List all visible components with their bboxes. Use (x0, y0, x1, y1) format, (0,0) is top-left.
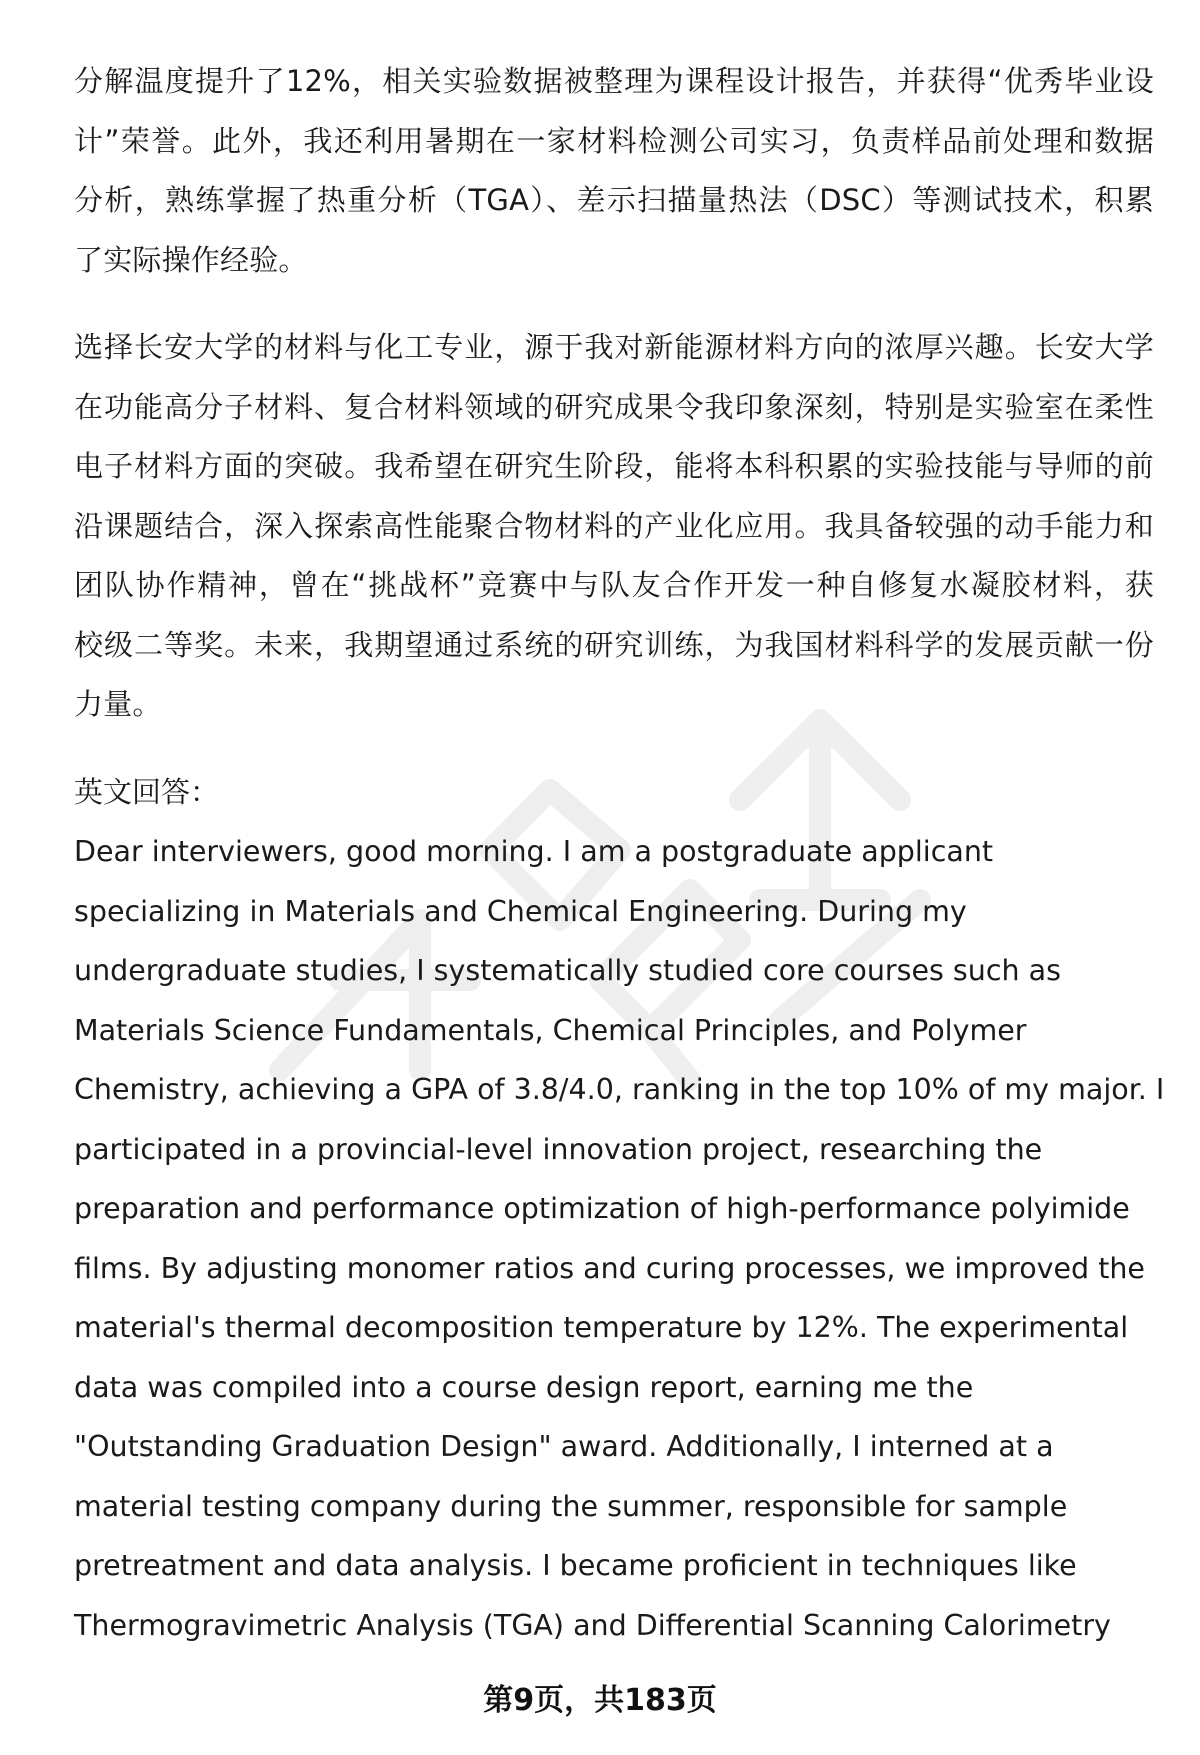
text-line: films. By adjusting monomer ratios and curing processes, we improved the (74, 1251, 1145, 1285)
text-line: participated in a provincial-level innovation project, researching the (74, 1132, 1043, 1166)
text-line: "Outstanding Graduation Design" award. Additionally, I interned at a (74, 1430, 1054, 1463)
text-line: 分析，熟练掌握了热重分析（TGA）、差示扫描量热法（DSC）等测试技术，积累 (74, 183, 1154, 217)
text-line: Dear interviewers, good morning. I am a postgraduate applicant (74, 835, 994, 868)
text-line: 在功能高分子材料、复合材料领域的研究成果令我印象深刻，特别是实验室在柔性 (74, 389, 1154, 424)
text-line: 分解温度提升了12%，相关实验数据被整理为课程设计报告，并获得“优秀毕业设 (74, 64, 1154, 98)
text-line: Chemistry, achieving a GPA of 3.8/4.0, ranking in the top 10% of my major. I (74, 1073, 1165, 1106)
text-line: Thermogravimetric Analysis (TGA) and Differential Scanning Calorimetry (74, 1608, 1111, 1642)
text-line: pretreatment and data analysis. I became proficient in techniques like (74, 1549, 1077, 1582)
text-line: undergraduate studies, I systematically studied core courses such as (74, 954, 1061, 987)
paragraph-english (74, 822, 1165, 1655)
text-line: 电子材料方面的突破。我希望在研究生阶段，能将本科积累的实验技能与导师的前 (74, 449, 1154, 483)
paragraph-chinese-1 (74, 52, 1154, 290)
page-number-footer: 第9页，共183页 (483, 1683, 717, 1718)
text-line: preparation and performance optimization of high-performance polyimide (74, 1192, 1130, 1225)
text-line: 团队协作精神，曾在“挑战杯”竞赛中与队友合作开发一种自修复水凝胶材料，获 (74, 568, 1154, 602)
text-line: material's thermal decomposition temperature by 12%. The experimental (74, 1311, 1129, 1344)
paragraph-chinese-2 (74, 318, 1154, 735)
text-line: 了实际操作经验。 (74, 242, 308, 277)
text-line: 选择长安大学的材料与化工专业，源于我对新能源材料方向的浓厚兴趣。长安大学 (74, 330, 1154, 364)
text-line: Materials Science Fundamentals, Chemical Principles, and Polymer (74, 1013, 1027, 1047)
text-line: material testing company during the summer, responsible for sample (74, 1489, 1068, 1523)
english-answer-heading: 英文回答： (74, 774, 220, 809)
text-line: specializing in Materials and Chemical Engineering. During my (74, 894, 967, 928)
text-line: 沿课题结合，深入探索高性能聚合物材料的产业化应用。我具备较强的动手能力和 (74, 508, 1154, 543)
text-line: 校级二等奖。未来，我期望通过系统的研究训练，为我国材料科学的发展贡献一份 (74, 627, 1154, 662)
text-line: data was compiled into a course design report, earning me the (74, 1370, 974, 1404)
document-page (74, 52, 1165, 1655)
text-line: 计”荣誉。此外，我还利用暑期在一家材料检测公司实习，负责样品前处理和数据 (74, 123, 1154, 158)
text-line: 力量。 (74, 687, 162, 721)
